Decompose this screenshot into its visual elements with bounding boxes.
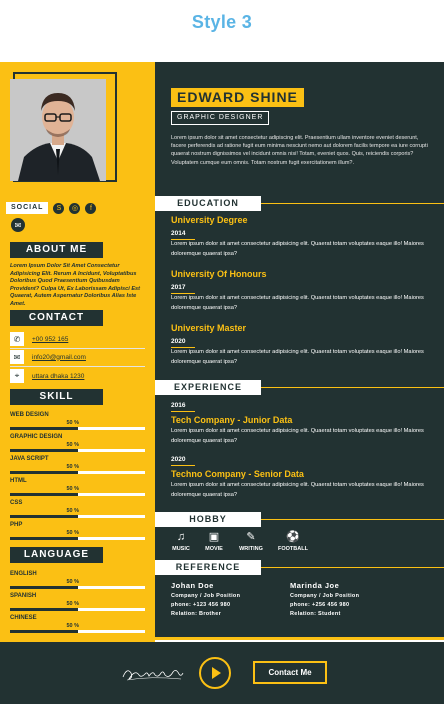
experience-desc: Lorem ipsum dolor sit amet consectetur adipisicing elit. Quaerat totam voluptates eaque illo! Maiores doloremque quaerat ipsa? bbox=[171, 428, 424, 444]
skill-name: PHP bbox=[10, 522, 23, 528]
skill-row bbox=[10, 477, 145, 492]
skill-percent: 50 % bbox=[66, 508, 80, 514]
education-year: 2014 bbox=[171, 230, 186, 237]
play-button[interactable] bbox=[199, 657, 231, 689]
about-heading: ABOUT ME bbox=[10, 242, 103, 258]
experience-title: Tech Company - Junior Data bbox=[171, 415, 293, 425]
football-icon: ⚽ bbox=[286, 531, 300, 543]
profile-intro: Lorem ipsum dolor sit amet consectetur adipiscing elit. Praesentium ullam inventore eveniet deserunt, facere perferendis ad ratione fugit eum minima nesciunt nemo aut dolorem facilis tempore ea iure corrupti quaerat nostrum dignissimos vel incidunt omnis nisi! Totam, eveniet quos. Quis, reiciendis corporis? Voluptatem cumque eum omnis. Totam nostrum fugit exercitationem illum?. bbox=[171, 135, 428, 166]
heading-line bbox=[261, 567, 444, 568]
skill-percent: 50 % bbox=[66, 420, 80, 426]
heading-line bbox=[261, 387, 444, 388]
skill-name: CHINESE bbox=[10, 615, 37, 621]
email-icon: ✉ bbox=[10, 350, 24, 364]
skill-percent: 50 % bbox=[66, 601, 80, 607]
reference-name: Johan Doe bbox=[171, 581, 214, 590]
skill-heading: SKILL bbox=[10, 389, 103, 405]
contact-heading: CONTACT bbox=[10, 310, 103, 326]
about-text: Lorem Ipsum Dolor Sit Amet Consectetur Adipisicing Elit. Rerum A Incidunt, Voluptatibus Doloribus Quod Praesentium Quibusdam Provident? Culpa Ut, Ex Laborissam Adipisci Est Quaerat, Autem Aspernatur Doloribus Alias Iste Amet. bbox=[10, 263, 141, 307]
experience-heading: EXPERIENCE bbox=[155, 380, 261, 395]
education-year: 2017 bbox=[171, 284, 186, 291]
contact-location-text[interactable]: uttara dhaka 1230 bbox=[32, 372, 85, 380]
language-heading: LANGUAGE bbox=[10, 547, 103, 563]
reference-phone: phone: +123 456 980 bbox=[171, 602, 231, 608]
play-icon bbox=[212, 667, 221, 679]
hobby-label: FOOTBALL bbox=[278, 546, 308, 552]
education-title: University Degree bbox=[171, 215, 248, 225]
hobby-football bbox=[273, 531, 313, 552]
reference-relation: Relation: Student bbox=[290, 611, 341, 617]
accent-line bbox=[155, 637, 444, 640]
skill-bar-fill bbox=[10, 630, 78, 633]
skill-percent: 50 % bbox=[66, 486, 80, 492]
skill-percent: 50 % bbox=[66, 530, 80, 536]
experience-title: Techno Company - Senior Data bbox=[171, 469, 304, 479]
reference-card bbox=[290, 581, 359, 617]
year-underline bbox=[171, 411, 195, 412]
phone-icon: ✆ bbox=[10, 332, 24, 346]
skill-row bbox=[10, 433, 145, 448]
skill-row bbox=[10, 411, 145, 426]
skill-percent: 50 % bbox=[66, 464, 80, 470]
skill-percent: 50 % bbox=[66, 579, 80, 585]
social-label: SOCIAL bbox=[6, 202, 48, 214]
skill-name: HTML bbox=[10, 478, 27, 484]
skill-bar-fill bbox=[10, 471, 78, 474]
experience-year: 2020 bbox=[171, 456, 186, 463]
heading-line bbox=[261, 203, 444, 204]
skill-bar-fill bbox=[10, 427, 78, 430]
hobby-label: MUSIC bbox=[172, 546, 190, 552]
social-row bbox=[6, 201, 96, 215]
reference-phone: phone: +256 456 980 bbox=[290, 602, 350, 608]
reference-card bbox=[171, 581, 240, 617]
hobby-label: WRITING bbox=[239, 546, 263, 552]
skill-name: SPANISH bbox=[10, 593, 37, 599]
experience-year: 2016 bbox=[171, 402, 186, 409]
contact-email[interactable] bbox=[10, 350, 86, 364]
hobby-movie bbox=[194, 531, 234, 552]
skill-bar-fill bbox=[10, 537, 78, 540]
location-icon: ⌖ bbox=[10, 369, 24, 383]
reference-position: Company / Job Position bbox=[290, 593, 360, 599]
skill-name: GRAPHIC DESIGN bbox=[10, 434, 63, 440]
reference-name: Marinda Joe bbox=[290, 581, 340, 590]
skill-name: ENGLISH bbox=[10, 571, 37, 577]
heading-line bbox=[261, 519, 444, 520]
reference-heading: REFERENCE bbox=[155, 560, 261, 575]
contact-email-text[interactable]: info20@gmail.com bbox=[32, 353, 86, 361]
music-icon: ♫ bbox=[176, 531, 186, 543]
contact-phone-text[interactable]: +00 952 165 bbox=[32, 335, 69, 343]
education-title: University Master bbox=[171, 323, 247, 333]
education-desc: Lorem ipsum dolor sit amet consectetur adipisicing elit. Quaerat totam voluptates eaque illo! Maiores doloremque quaerat ipsa? bbox=[171, 295, 424, 311]
instagram-icon[interactable]: ◎ bbox=[69, 203, 80, 214]
skype-icon[interactable]: S bbox=[53, 203, 64, 214]
skill-row bbox=[10, 499, 145, 514]
skill-row bbox=[10, 570, 145, 585]
contact-phone[interactable] bbox=[10, 332, 68, 346]
skill-row bbox=[10, 521, 145, 536]
reference-position: Company / Job Position bbox=[171, 593, 241, 599]
education-desc: Lorem ipsum dolor sit amet consectetur adipisicing elit. Quaerat totam voluptates eaque illo! Maiores doloremque quaerat ipsa? bbox=[171, 349, 424, 365]
signature-image bbox=[121, 663, 185, 683]
profile-photo bbox=[10, 79, 106, 181]
skill-name: JAVA SCRIPT bbox=[10, 456, 49, 462]
skill-percent: 50 % bbox=[66, 623, 80, 629]
facebook-icon[interactable]: f bbox=[85, 203, 96, 214]
page-title: Style 3 bbox=[191, 12, 253, 32]
education-heading: EDUCATION bbox=[155, 196, 261, 211]
divider bbox=[10, 348, 145, 349]
pencil-icon: ✎ bbox=[246, 531, 256, 543]
skill-row bbox=[10, 455, 145, 470]
education-year: 2020 bbox=[171, 338, 186, 345]
profile-role: GRAPHIC DESIGNER bbox=[171, 111, 269, 125]
contact-location[interactable] bbox=[10, 369, 84, 383]
hobby-writing bbox=[231, 531, 271, 552]
profile-name: EDWARD SHINE bbox=[171, 88, 304, 107]
education-desc: Lorem ipsum dolor sit amet consectetur adipisicing elit. Quaerat totam voluptates eaque illo! Maiores doloremque quaerat ipsa? bbox=[171, 241, 424, 257]
skill-percent: 50 % bbox=[66, 442, 80, 448]
skill-bar-fill bbox=[10, 515, 78, 518]
divider bbox=[10, 366, 145, 367]
education-title: University Of Honours bbox=[171, 269, 267, 279]
skill-row bbox=[10, 614, 145, 629]
skill-row bbox=[10, 592, 145, 607]
film-icon: ▣ bbox=[208, 531, 220, 543]
hobby-heading: HOBBY bbox=[155, 512, 261, 527]
reference-relation: Relation: Brother bbox=[171, 611, 222, 617]
skill-name: CSS bbox=[10, 500, 23, 506]
skill-bar-fill bbox=[10, 493, 78, 496]
experience-desc: Lorem ipsum dolor sit amet consectetur adipisicing elit. Quaerat totam voluptates eaque illo! Maiores doloremque quaerat ipsa? bbox=[171, 482, 424, 498]
hobby-label: MOVIE bbox=[205, 546, 223, 552]
year-underline bbox=[171, 465, 195, 466]
skill-bar-fill bbox=[10, 449, 78, 452]
skill-bar-fill bbox=[10, 586, 78, 589]
contact-me-button[interactable]: Contact Me bbox=[253, 661, 327, 684]
skill-bar-fill bbox=[10, 608, 78, 611]
mail-icon[interactable]: ✉ bbox=[11, 218, 25, 232]
skill-name: WEB DESIGN bbox=[10, 412, 49, 418]
